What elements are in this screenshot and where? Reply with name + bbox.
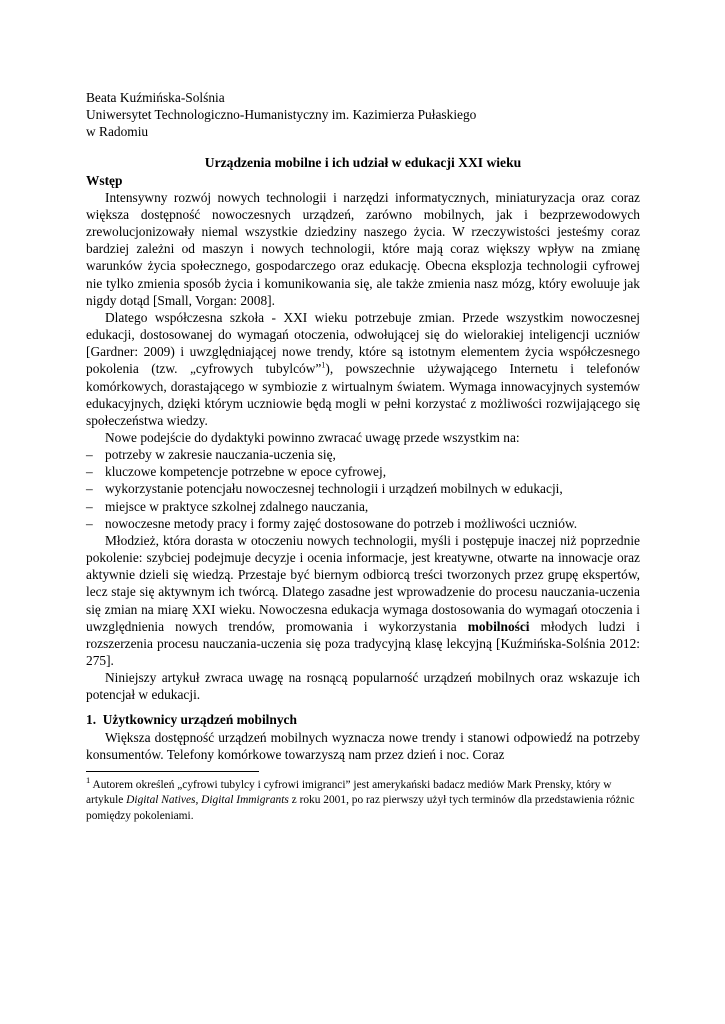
intro-paragraph-4 [86,532,640,669]
footnote-reference: 1 [321,360,326,370]
author-name: Beata Kuźmińska-Solśnia [86,90,225,105]
affiliation-line-2: w Radomiu [86,124,149,140]
intro-paragraph-4-text-a: Młodzież, która dorasta w otoczeniu nowych technologii, myśli i postępuje inaczej niż poprzednie pokolenie: szybciej podejmuje decyzje i ocenia informacje, jest kreatywne, otwarte na innowacje oraz aktywnie dzieli się wiedzą. Przestaje być biernym odbiorcą treści tworzonych przez grupę ekspertów, lecz staje się aktywnym ich twórcą. Dlatego zasadne jest wprowadzenie do procesu nauczania-uczenia się zmian na miarę XXI wieku. Nowoczesna edukacja wymaga dostosowania do wymagań otoczenia i uwzględnienia nowych trendów, promowania i wykorzystania [86,532,640,634]
intro-paragraph-4-text-b: młodych ludzi i rozszerzenia procesu nauczania-uczenia się poza tradycyjną klasę lekcyjną [Kuźmińska-Solśnia 2012: 275]. [86,618,640,668]
intro-paragraph-2-text-b: ), powszechnie używającego Internetu i telefonów komórkowych, dorastającego w symbiozie z wirtualnym światem. Wymaga innowacyjnych systemów edukacyjnych, dzięki którym uczniowie będą mogli w pełni korzystać z możliwości rozwijającego się społeczeństwa wiedzy. [86,361,641,428]
list-item: – nowoczesne metody pracy i formy zajęć dostosowane do potrzeb i możliwości uczniów. [86,515,640,532]
section-1-title: Użytkownicy urządzeń mobilnych [102,712,297,728]
section-1-heading [86,711,640,728]
list-item: – potrzeby w zakresie nauczania-uczenia się, [86,446,640,463]
section-1-number: 1. [86,712,97,728]
intro-heading: Wstęp [86,172,123,188]
intro-paragraph-2-text-a: Dlatego współczesna szkoła - XXI wieku potrzebuje zmian. Przede wszystkim nowoczesnej edukacji, dostosowanej do wymagań otoczenia, odwołującej się do wielorakiej inteligencji uczniów [Gardner: 2009) i uwzględniającej nowe trendy, które są istotnym elementem życia współczesnego pokolenia (tzw. „cyfrowych tubylców” [86,309,640,377]
footnote-text-b: z roku 2001, po raz pierwszy użył tych terminów dla przedstawienia różnic pomiędzy pokoleniami. [86,794,635,822]
footnote [86,775,640,824]
intro-paragraph-5: Niniejszy artykuł zwraca uwagę na rosnącą popularność urządzeń mobilnych oraz wskazuje ich potencjał w edukacji. [86,670,640,703]
footnote-article-title: Digital Natives, Digital Immigrants [126,794,289,807]
list-item: – wykorzystanie potencjału nowoczesnej technologii i urządzeń mobilnych w edukacji, [86,480,640,497]
document-page [86,89,640,824]
intro-paragraph-2 [86,309,640,429]
affiliation-line-1: Uniwersytet Technologiczno-Humanistyczny im. Kazimierza Pułaskiego [86,107,477,123]
paper-title: Urządzenia mobilne i ich udział w edukacji XXI wieku [204,155,522,171]
footnote-mark: 1 [86,775,91,786]
footnote-text-a: Autorem określeń „cyfrowi tubylcy i cyfrowi imigranci” jest amerykański badacz mediów Mark Prensky, który w artykule [86,778,612,807]
author-block [86,89,640,140]
didactics-list [86,446,640,532]
footnote-separator [86,771,259,772]
intro-paragraph-1: Intensywny rozwój nowych technologii i narzędzi informatycznych, miniaturyzacja oraz coraz większa dostępność nowoczesnych urządzeń, zarówno mobilnych, jak i bezprzewodowych zrewolucjonizowały niemal wszystkie dziedziny naszego życia. W rzeczywistości jesteśmy coraz bardziej zależni od maszyn i nowych technologii, które mają coraz większy wpływ na zmianę warunków życia społecznego, gospodarczego oraz edukację. Obecna eksplozja technologii cyfrowej nie tylko zmienia sposób życia i komunikowania się, ale także zmienia nasz mózg, który ewoluuje jak nigdy dotąd [Small, Vorgan: 2008]. [86,189,640,308]
list-item: – kluczowe kompetencje potrzebne w epoce cyfrowej, [86,463,640,480]
intro-paragraph-3: Nowe podejście do dydaktyki powinno zwracać uwagę przede wszystkim na: [105,429,520,445]
mobility-term: mobilności [467,618,530,634]
section-1-paragraph-1: Większa dostępność urządzeń mobilnych wyznacza nowe trendy i stanowi odpowiedź na potrzeby konsumentów. Telefony komórkowe towarzyszą nam przez dzień i noc. Coraz [86,729,640,762]
list-item: – miejsce w praktyce szkolnej zdalnego nauczania, [86,498,640,515]
